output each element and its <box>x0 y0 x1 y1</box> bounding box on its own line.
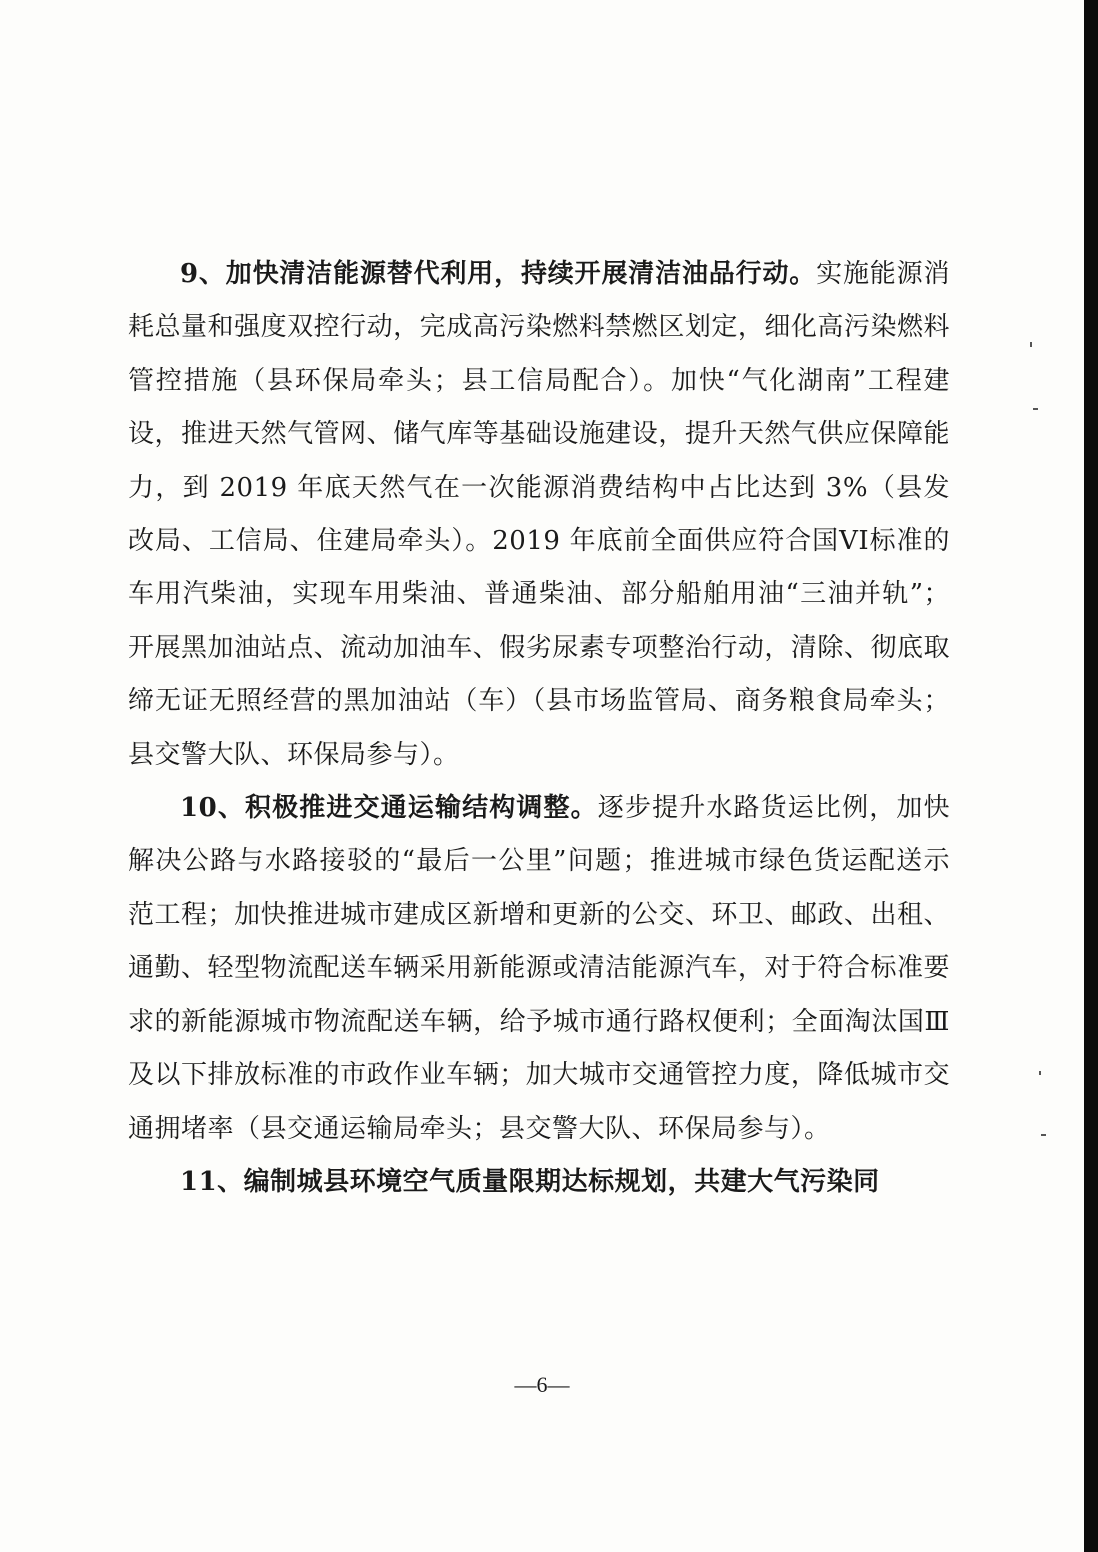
page-number: —6— <box>514 1372 570 1397</box>
paragraph-text: 逐步提升水路货运比例，加快解决公路与水路接驳的“最后一公里”问题；推进城市绿色货运配送示范工程；加快推进城市建成区新增和更新的公交、环卫、邮政、出租、通勤、轻型物流配送车辆采用新能源或清洁能源汽车，对于符合标准要求的新能源城市物流配送车辆，给予城市通行路权便利；全面淘汰国Ⅲ及以下排放标准的市政作业车辆；加大城市交通管控力度，降低城市交通拥堵率（县交通运输局牵头；县交警大队、环保局参与）。 <box>128 793 950 1144</box>
paragraph-item-10 <box>128 782 950 1156</box>
scan-speck <box>1030 342 1032 347</box>
paragraph-heading: 10、积极推进交通运输结构调整。 <box>180 793 598 824</box>
document-body <box>128 248 950 1209</box>
paragraph-item-9 <box>128 248 950 782</box>
scan-page-edge <box>1084 0 1098 1552</box>
scan-speck <box>1033 408 1038 410</box>
scan-speck <box>1041 1134 1046 1136</box>
scan-speck <box>1039 1071 1041 1075</box>
paragraph-text: 实施能源消耗总量和强度双控行动，完成高污染燃料禁燃区划定，细化高污染燃料管控措施（县环保局牵头；县工信局配合）。加快“气化湖南”工程建设，推进天然气管网、储气库等基础设施建设，提升天然气供应保障能力，到 2019 年底天然气在一次能源消费结构中占比达到 3%（县发改局、工信局、住建局牵头）。2019 年底前全面供应符合国VI标准的车用汽柴油，实现车用柴油、普通柴油、部分船舶用油“三油并轨”；开展黑加油站点、流动加油车、假劣尿素专项整治行动，清除、彻底取缔无证无照经营的黑加油站（车）（县市场监管局、商务粮食局牵头；县交警大队、环保局参与）。 <box>128 259 950 770</box>
paragraph-heading: 11、编制城县环境空气质量限期达标规划，共建大气污染同 <box>180 1166 880 1197</box>
paragraph-heading: 9、加快清洁能源替代利用，持续开展清洁油品行动。 <box>180 259 817 289</box>
paragraph-item-11 <box>128 1156 950 1209</box>
